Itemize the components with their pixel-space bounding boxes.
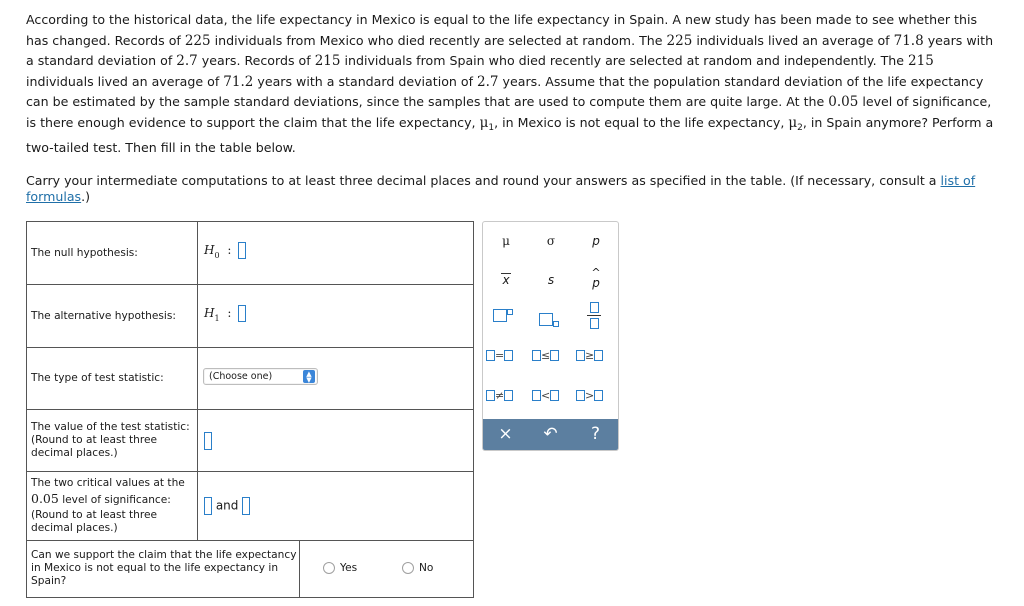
null-hypothesis-row: [27, 222, 473, 285]
s-symbol-button[interactable]: s: [547, 273, 555, 287]
test-statistic-value-label: The value of the test statistic: (Round to at least three decimal places.): [31, 421, 190, 459]
symbol-palette: [482, 221, 619, 451]
p-symbol-button[interactable]: p: [592, 234, 600, 248]
null-hypothesis-input[interactable]: [238, 242, 246, 259]
alternative-hypothesis-input[interactable]: [238, 305, 246, 322]
equals-button[interactable]: =: [486, 349, 513, 362]
subscript-template-button[interactable]: [493, 309, 513, 322]
less-than-button[interactable]: <: [532, 389, 559, 402]
alternative-hypothesis-label: The alternative hypothesis:: [31, 310, 176, 322]
palette-toolbar: [483, 419, 618, 450]
critical-values-row: [27, 472, 473, 541]
test-statistic-value-row: [27, 410, 473, 472]
problem-statement: [26, 10, 1001, 205]
dropdown-arrow-icon: ▲ ▼: [303, 370, 315, 383]
mu-symbol-button[interactable]: μ: [502, 234, 510, 248]
instructions: Carry your intermediate computations to at least three decimal places and round your answers as specified in the table. (If necessary, consult a list of formulas.): [26, 172, 976, 204]
clear-icon[interactable]: ×: [498, 424, 513, 444]
critical-value-2-input[interactable]: [242, 497, 250, 515]
alternative-hypothesis-expression: $H_1$ :: [204, 305, 246, 323]
alternative-hypothesis-row: [27, 285, 473, 348]
no-option[interactable]: [402, 562, 433, 574]
greater-than-button[interactable]: >: [576, 389, 603, 402]
less-equal-button[interactable]: ≤: [532, 349, 559, 362]
and-label: and: [215, 498, 239, 513]
conclusion-row: [27, 541, 473, 598]
problem-text: According to the historical data, the life expectancy in Mexico is equal to the life expectancy in Spain. A new study has been made to see whether this has changed. Records of 225 individuals from Mexico who died recently are selected at random. The 225 individuals lived an average of 71.8 years with a standard deviation of 2.7 years. Records of 215 individuals from Spain who died recently are selected at random and independently. The 215 individuals lived an average of 71.2 years with a standard deviation of 2.7 years. Assume that the population standard deviation of the life expectancy can be estimated by the sample standard deviations, since the samples that are used to compute them are quite large. At the 0.05 level of significance, is there enough evidence to support the claim that the life expectancy, $\mu_1$, in Mexico is not equal to the life expectancy, $\mu_2$, in Spain anymore? Perform a two-tailed test. Then fill in the table below.: [26, 12, 994, 155]
no-label: No: [419, 562, 434, 574]
critical-value-1-input[interactable]: [204, 497, 212, 515]
fraction-template-button[interactable]: [587, 302, 601, 329]
null-hypothesis-label: The null hypothesis:: [31, 247, 138, 259]
yes-label: Yes: [340, 562, 358, 574]
sigma-symbol-button[interactable]: σ: [546, 234, 556, 248]
xbar-symbol-button[interactable]: x: [502, 273, 510, 287]
help-icon[interactable]: ?: [590, 424, 601, 444]
yes-radio[interactable]: [323, 562, 335, 574]
subscript-lower-template-button[interactable]: [539, 312, 559, 327]
critical-values-label: The two critical values at the 0.05 level of significance: (Round to at least three decimal places.): [31, 477, 185, 534]
answer-table: [26, 221, 474, 598]
test-statistic-value-input[interactable]: [204, 432, 212, 450]
not-equal-button[interactable]: ≠: [486, 389, 513, 402]
phat-symbol-button[interactable]: ^ p: [591, 266, 601, 290]
no-radio[interactable]: [402, 562, 414, 574]
greater-equal-button[interactable]: ≥: [576, 349, 603, 362]
test-statistic-type-label: The type of test statistic:: [31, 372, 164, 384]
undo-icon[interactable]: ↶: [543, 424, 558, 444]
null-hypothesis-expression: $H_0$ :: [204, 242, 246, 260]
conclusion-question: Can we support the claim that the life expectancy in Mexico is not equal to the life expectancy in Spain?: [31, 549, 297, 587]
test-statistic-type-select[interactable]: (Choose one) ▲ ▼: [203, 368, 318, 385]
yes-option[interactable]: [323, 562, 357, 574]
formulas-link[interactable]: list of formulas: [26, 172, 976, 204]
